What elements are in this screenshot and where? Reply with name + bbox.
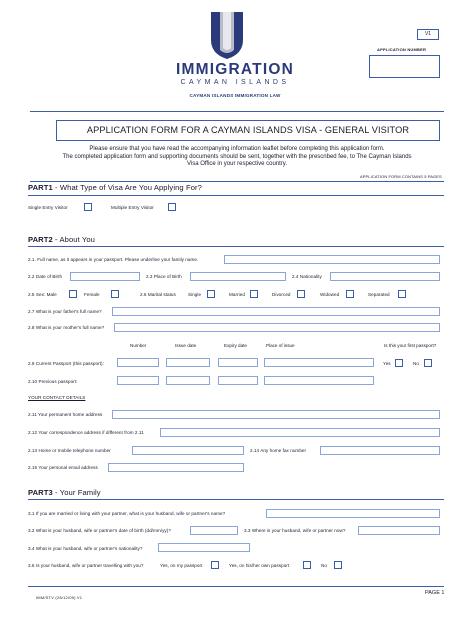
previous-passport-number-field[interactable] bbox=[117, 376, 159, 385]
intro-line-3: Visa Office in your respective country. bbox=[186, 161, 288, 168]
marital-separated-checkbox[interactable] bbox=[398, 290, 406, 298]
col-issue-date: Issue date bbox=[175, 343, 197, 348]
multiple-entry-label: Multiple Entry Visitor bbox=[111, 205, 154, 210]
footer-rule bbox=[28, 586, 444, 587]
first-passport-yes-label: Yes bbox=[383, 361, 391, 366]
part1-heading bbox=[28, 183, 202, 192]
brand-subtitle: CAYMAN ISLANDS bbox=[180, 79, 290, 86]
sex-male-checkbox[interactable] bbox=[69, 290, 77, 298]
col-expiry-date: Expiry date bbox=[224, 343, 247, 348]
part1-rule bbox=[28, 195, 444, 196]
travelling-yes-my-passport-checkbox[interactable] bbox=[211, 561, 219, 569]
q213-label: 2.13 Home or mobile telephone number bbox=[28, 448, 111, 453]
pages-note: APPLICATION FORM CONTAINS 5 PAGES bbox=[360, 174, 442, 179]
previous-passport-issue-date-field[interactable] bbox=[166, 376, 210, 385]
single-label: Single bbox=[188, 292, 202, 297]
marital-widowed-checkbox[interactable] bbox=[346, 290, 354, 298]
first-passport-no-checkbox[interactable] bbox=[424, 359, 432, 367]
female-label: Female bbox=[84, 292, 100, 297]
q211-label: 2.11 Your permanent home address bbox=[28, 412, 103, 417]
col-first-passport: Is this your first passport? bbox=[384, 343, 437, 348]
yes-on-my-passport-label: Yes, on my passport bbox=[160, 563, 203, 568]
partner-nationality-field[interactable] bbox=[158, 543, 250, 552]
intro-text bbox=[30, 146, 444, 169]
q28-label: 2.8 What is your mother's full name? bbox=[28, 325, 105, 330]
marital-divorced-checkbox[interactable] bbox=[297, 290, 305, 298]
col-place-of-issue: Place of issue bbox=[266, 343, 295, 348]
current-passport-issue-date-field[interactable] bbox=[166, 358, 210, 367]
section-divider bbox=[30, 181, 444, 182]
q26-label: 2.6 Marital status bbox=[140, 292, 176, 297]
application-number-label: APPLICATION NUMBER bbox=[377, 47, 427, 52]
marital-married-checkbox[interactable] bbox=[250, 290, 258, 298]
first-passport-no-label: No bbox=[413, 361, 419, 366]
divorced-label: Divorced bbox=[272, 292, 291, 297]
widowed-label: Widowed bbox=[320, 292, 340, 297]
form-code: IMM/STV (28/12/05) V1 bbox=[36, 595, 83, 600]
contact-details-heading: YOUR CONTACT DETAILS bbox=[28, 395, 86, 400]
q31-label: 3.1 If you are married or living with your partner, what is your husband, wife or partner's name? bbox=[28, 511, 226, 516]
version-box: V1 bbox=[417, 29, 439, 40]
mother-name-field[interactable] bbox=[114, 323, 440, 332]
q34-label: 3.4 What is your husband, wife or partner's nationality? bbox=[28, 546, 143, 551]
correspondence-address-field[interactable] bbox=[160, 428, 440, 437]
sex-female-checkbox[interactable] bbox=[111, 290, 119, 298]
telephone-field[interactable] bbox=[132, 446, 244, 455]
travelling-no-checkbox[interactable] bbox=[334, 561, 342, 569]
part1-heading-rest: - What Type of Visa Are You Applying For? bbox=[52, 183, 202, 192]
first-passport-yes-checkbox[interactable] bbox=[395, 359, 403, 367]
father-name-field[interactable] bbox=[112, 307, 440, 316]
part2-rule bbox=[28, 246, 444, 247]
travelling-yes-own-passport-checkbox[interactable] bbox=[303, 561, 311, 569]
single-entry-checkbox[interactable] bbox=[84, 203, 92, 211]
q210-label: 2.10 Previous passport: bbox=[28, 379, 78, 384]
q32-label: 3.2 What is your husband, wife or partner's date of birth (dd/mm/yy)? bbox=[28, 528, 171, 533]
q214-label: 2.14 Any home fax number bbox=[250, 448, 307, 453]
part3-heading-rest: - Your Family bbox=[52, 488, 101, 497]
date-of-birth-field[interactable] bbox=[70, 272, 140, 281]
intro-line-2: The completed application form and supporting documents should be sent, together with the prescribed fee, to The Cayman Islands bbox=[62, 153, 412, 160]
separated-label: Separated bbox=[368, 292, 390, 297]
marital-single-checkbox[interactable] bbox=[207, 290, 215, 298]
place-of-birth-field[interactable] bbox=[190, 272, 286, 281]
part3-rule bbox=[28, 499, 444, 500]
immigration-shield-logo-icon bbox=[209, 10, 245, 60]
email-field[interactable] bbox=[108, 463, 244, 472]
q22-label: 2.2 Date of Birth bbox=[28, 274, 63, 279]
home-address-field[interactable] bbox=[112, 410, 440, 419]
partner-name-field[interactable] bbox=[266, 509, 440, 518]
q29-label: 2.9 Current Passport (this passport): bbox=[28, 361, 104, 366]
partner-location-field[interactable] bbox=[358, 526, 440, 535]
current-passport-place-field[interactable] bbox=[264, 358, 374, 367]
q25-label: 2.5 Sex: Male bbox=[28, 292, 57, 297]
yes-own-passport-label: Yes, on his/her own passport bbox=[229, 563, 290, 568]
single-entry-label: Single Entry Visitor bbox=[28, 205, 68, 210]
previous-passport-expiry-date-field[interactable] bbox=[218, 376, 258, 385]
page-number: PAGE 1 bbox=[425, 590, 445, 596]
part3-heading-bold: PART3 bbox=[28, 488, 53, 497]
current-passport-expiry-date-field[interactable] bbox=[218, 358, 258, 367]
part1-heading-bold: PART1 bbox=[28, 183, 53, 192]
immigration-law-label: CAYMAN ISLANDS IMMIGRATION LAW bbox=[189, 93, 281, 98]
q23-label: 2.3 Place of Birth bbox=[146, 274, 182, 279]
q215-label: 2.15 Your personal email address bbox=[28, 465, 98, 470]
intro-line-1: Please ensure that you have read the accompanying information leaflet before completing this application form. bbox=[89, 146, 385, 152]
q27-label: 2.7 What is your father's full name? bbox=[28, 309, 102, 314]
q24-label: 2.4 Nationality bbox=[292, 274, 322, 279]
brand-title: IMMIGRATION bbox=[176, 61, 294, 78]
q21-label: 2.1. Full name, as it appears in your passport. Please underline your family name. bbox=[28, 257, 199, 262]
brand-block bbox=[150, 62, 320, 98]
part2-heading-bold: PART2 bbox=[28, 235, 53, 244]
header-divider bbox=[30, 111, 444, 112]
multiple-entry-checkbox[interactable] bbox=[168, 203, 176, 211]
application-number-field[interactable] bbox=[369, 55, 440, 78]
full-name-field[interactable] bbox=[224, 255, 440, 264]
col-number: Number bbox=[130, 343, 147, 348]
q33-label: 3.3 Where is your husband, wife or partner now? bbox=[244, 528, 346, 533]
form-title: APPLICATION FORM FOR A CAYMAN ISLANDS VISA - GENERAL VISITOR bbox=[56, 120, 440, 141]
q212-label: 2.12 Your correspondence address if different from 2.11 bbox=[28, 430, 144, 435]
part2-heading bbox=[28, 235, 95, 244]
nationality-field[interactable] bbox=[330, 272, 440, 281]
married-label: Married bbox=[229, 292, 245, 297]
part2-heading-rest: - About You bbox=[52, 235, 96, 244]
travelling-no-label: No bbox=[321, 563, 327, 568]
part3-heading bbox=[28, 488, 101, 497]
current-passport-number-field[interactable] bbox=[117, 358, 159, 367]
partner-dob-field[interactable] bbox=[190, 526, 238, 535]
previous-passport-place-field[interactable] bbox=[264, 376, 374, 385]
fax-field[interactable] bbox=[320, 446, 440, 455]
q35-label: 3.5 Is your husband, wife or partner travelling with you? bbox=[28, 563, 144, 568]
